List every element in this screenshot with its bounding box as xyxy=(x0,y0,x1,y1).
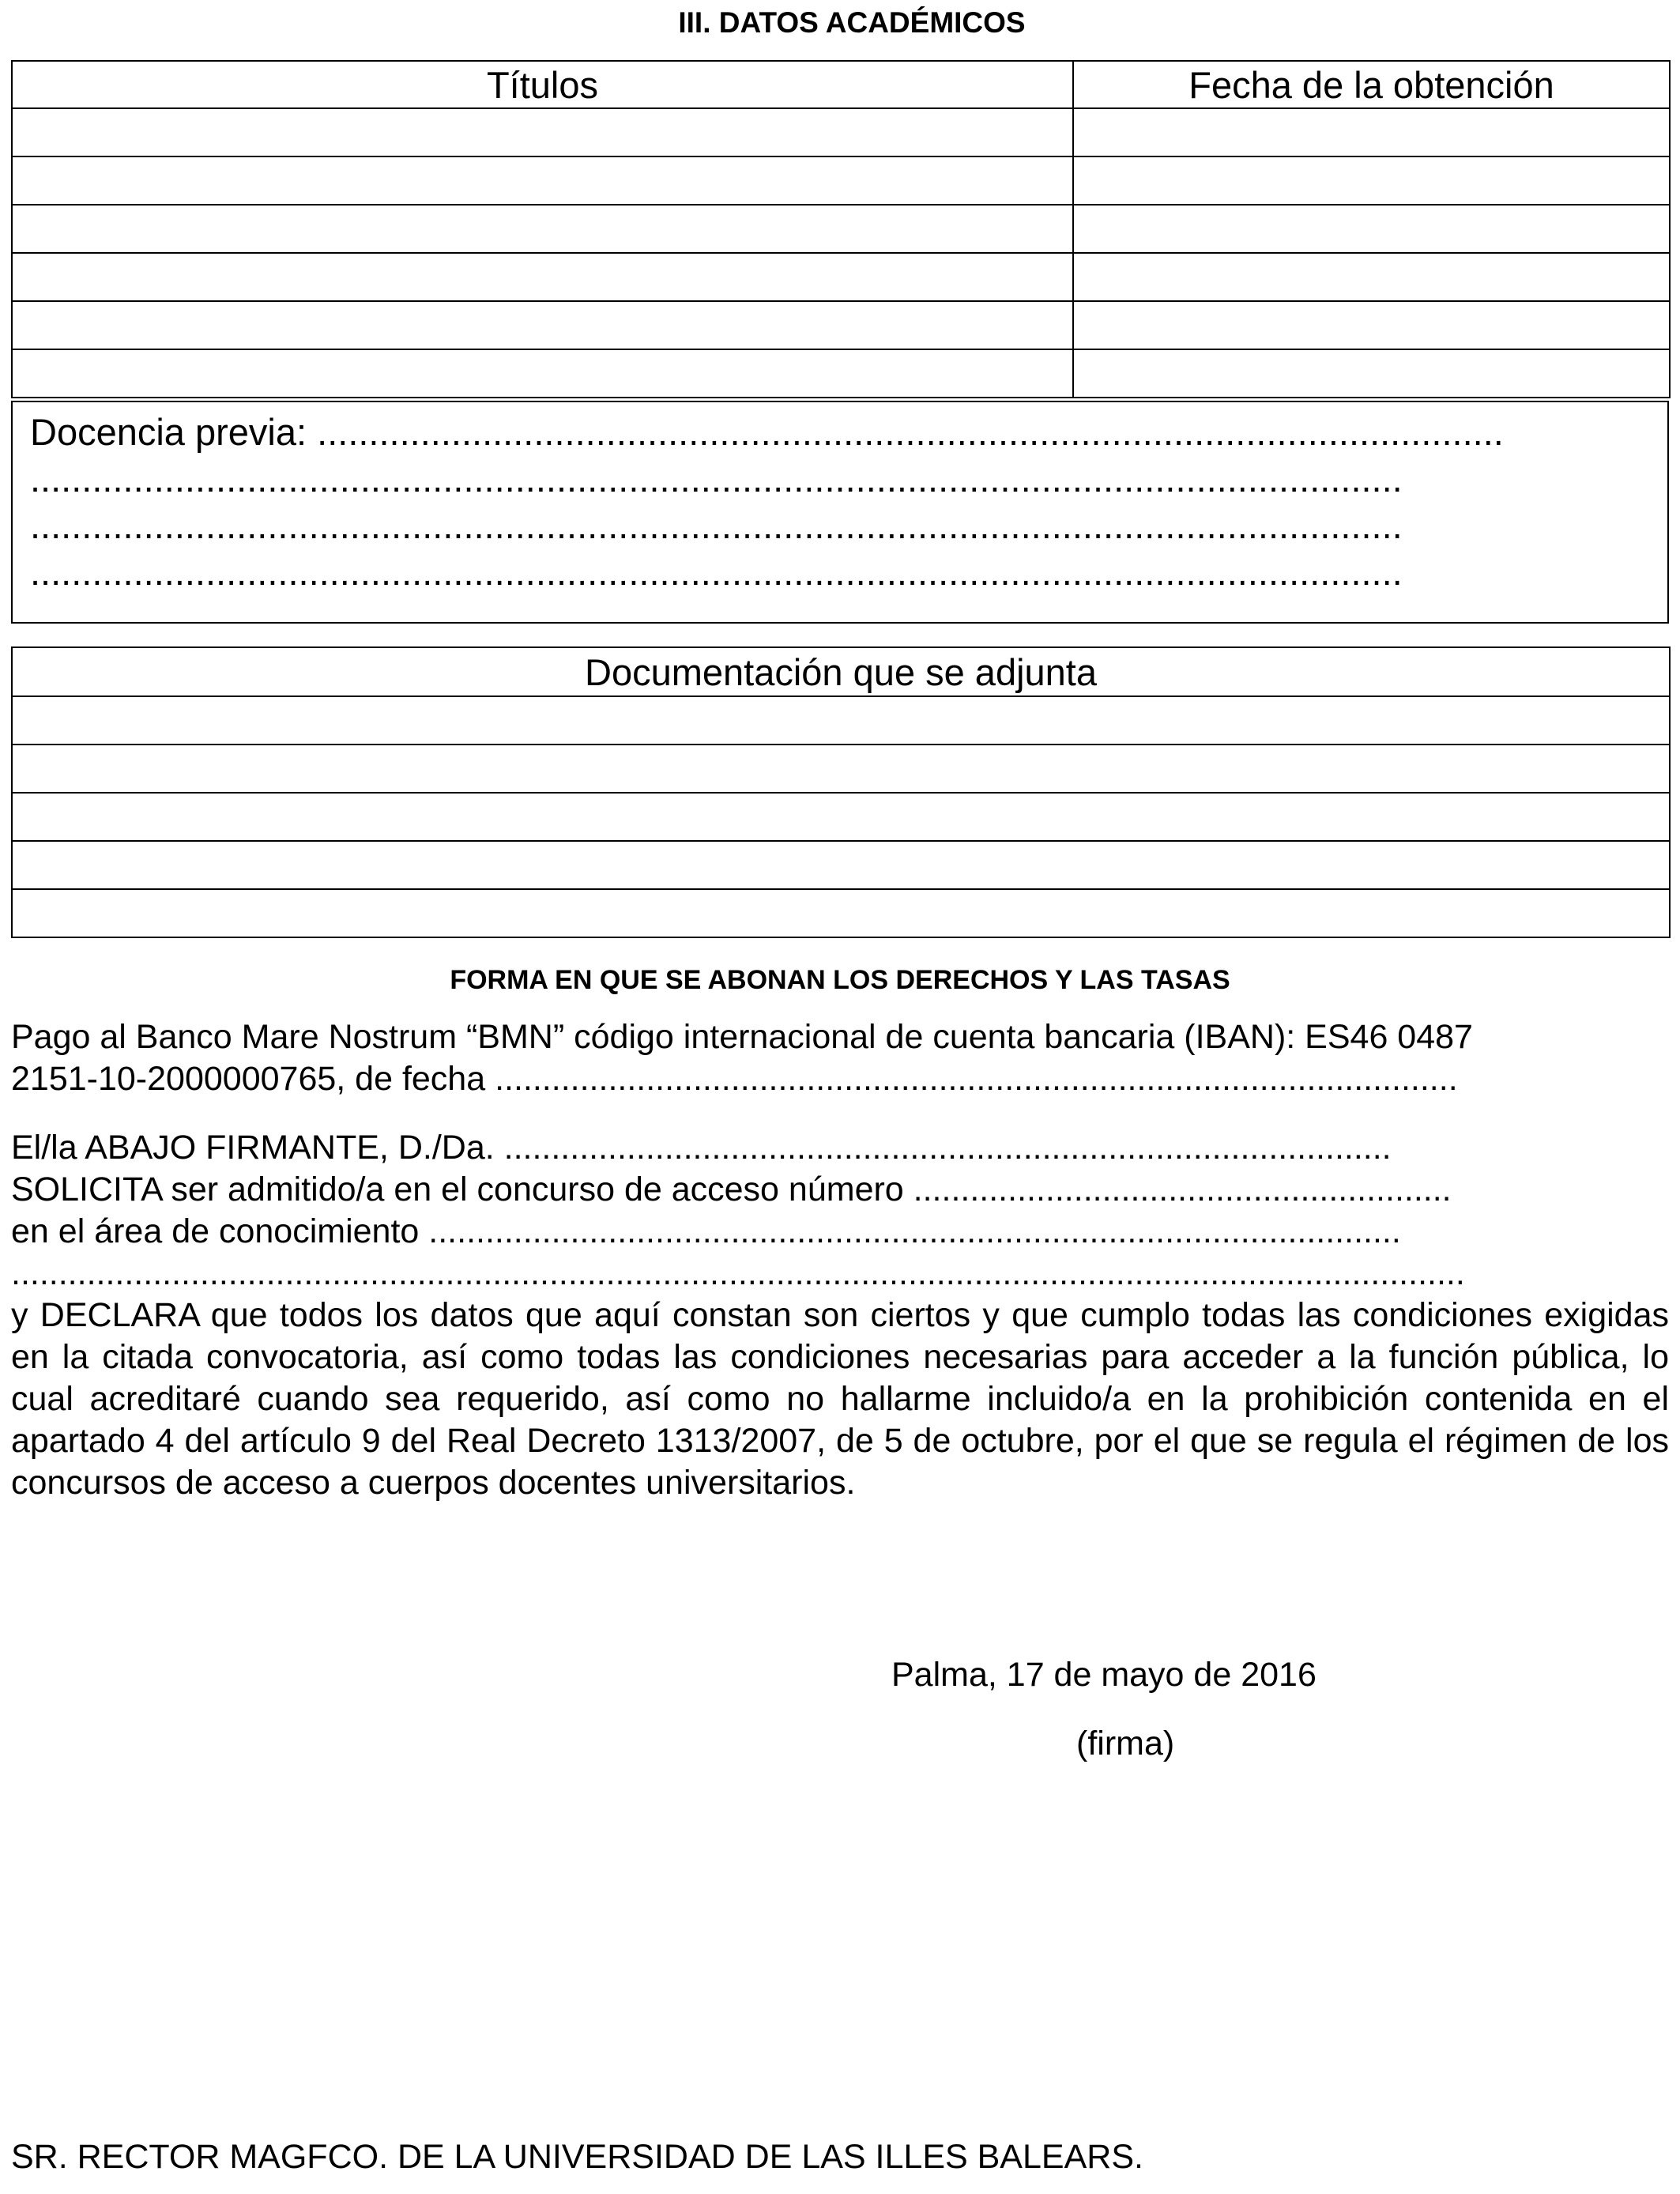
titulo-cell[interactable] xyxy=(12,205,1073,253)
titulos-table xyxy=(11,60,1671,398)
docencia-previa-box[interactable] xyxy=(11,401,1669,624)
solicitud-block xyxy=(11,1127,1669,1504)
forma-line: Pago al Banco Mare Nostrum “BMN” código internacional de cuenta bancaria (IBAN): ES46 0487 xyxy=(11,1018,1473,1056)
dots-line: .......................................................................................................................................................... xyxy=(11,1254,1465,1292)
titulo-cell[interactable] xyxy=(12,349,1073,398)
firmante-line: El/la ABAJO FIRMANTE, D./Da. .............................................................................................. xyxy=(11,1129,1392,1167)
docencia-previa-label: Docencia previa: xyxy=(30,411,307,453)
fecha-cell[interactable] xyxy=(1073,108,1670,156)
fecha-cell[interactable] xyxy=(1073,349,1670,398)
section-title: III. DATOS ACADÉMICOS xyxy=(678,6,1026,39)
documentacion-cell[interactable] xyxy=(12,745,1670,793)
fecha-cell[interactable] xyxy=(1073,205,1670,253)
forma-line: 2151-10-2000000765, de fecha ...................................................................................................... xyxy=(11,1060,1458,1098)
docencia-line: ..................................................................................................................................... xyxy=(30,551,1403,593)
documentacion-header: Documentación que se adjunta xyxy=(12,647,1670,696)
addressee: SR. RECTOR MAGFCO. DE LA UNIVERSIDAD DE LAS ILLES BALEARS. xyxy=(11,2138,1143,2176)
solicita-line: SOLICITA ser admitido/a en el concurso de acceso número ......................................................... xyxy=(11,1171,1452,1208)
area-line: en el área de conocimiento ....................................................................................................... xyxy=(11,1212,1401,1250)
fecha-cell[interactable] xyxy=(1073,301,1670,349)
place-date: Palma, 17 de mayo de 2016 xyxy=(891,1656,1317,1694)
documentacion-table xyxy=(11,647,1671,938)
declara-paragraph: y DECLARA que todos los datos que aquí constan son ciertos y que cumplo todas las condiciones exigidas en la citada convocatoria, así como todas las condiciones necesarias para acceder a la función pública, lo cual acreditaré cuando sea requerido, así como no hallarme incluido/a en la prohibición contenida en el apartado 4 del artículo 9 del Real Decreto 1313/2007, de 5 de octubre, por el que se regula el régimen de los concursos de acceso a cuerpos docentes universitarios. xyxy=(11,1296,1669,1502)
documentacion-cell[interactable] xyxy=(12,841,1670,889)
documentacion-cell[interactable] xyxy=(12,889,1670,937)
firma-label: (firma) xyxy=(1076,1725,1175,1762)
forma-pago-title: FORMA EN QUE SE ABONAN LOS DERECHOS Y LAS TASAS xyxy=(450,965,1230,995)
docencia-line: ..................................................................................................................................... xyxy=(30,458,1403,499)
docencia-dots: ................................................................................................................... xyxy=(317,411,1504,453)
titulo-cell[interactable] xyxy=(12,301,1073,349)
titulos-header: Títulos xyxy=(12,61,1073,108)
fecha-cell[interactable] xyxy=(1073,156,1670,205)
fecha-cell[interactable] xyxy=(1073,253,1670,301)
titulo-cell[interactable] xyxy=(12,108,1073,156)
documentacion-cell[interactable] xyxy=(12,696,1670,745)
fecha-obtencion-header: Fecha de la obtención xyxy=(1073,61,1670,108)
docencia-line: ..................................................................................................................................... xyxy=(30,504,1403,546)
titulo-cell[interactable] xyxy=(12,156,1073,205)
documentacion-cell[interactable] xyxy=(12,793,1670,841)
titulo-cell[interactable] xyxy=(12,253,1073,301)
forma-pago-text xyxy=(11,1016,1669,1100)
